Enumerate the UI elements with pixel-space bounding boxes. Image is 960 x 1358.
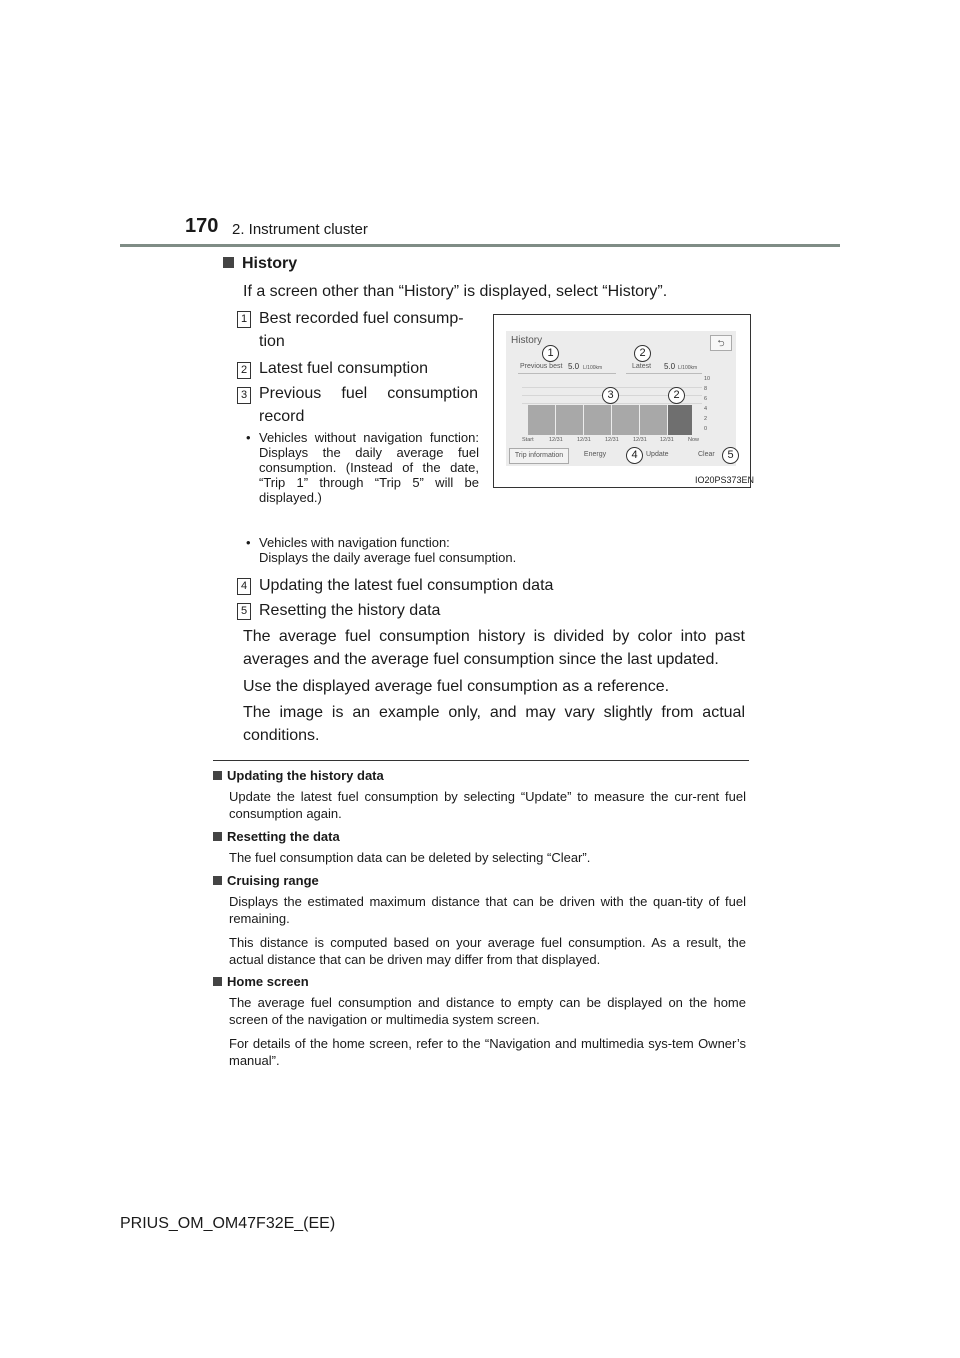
x-tick: 12/31 (605, 437, 619, 443)
y-tick: 4 (704, 406, 708, 412)
history-bar (528, 405, 555, 435)
screen-title: History (511, 335, 543, 346)
note-heading-cruising: Cruising range (213, 873, 319, 888)
paragraph-example: The image is an example only, and may vary slightly from actual conditions. (243, 704, 745, 744)
y-tick: 6 (704, 396, 708, 402)
bullet-dot-1: • (246, 430, 251, 445)
item-best-record: Best recorded fuel consump- tion (259, 310, 464, 350)
callout-4: 4 (626, 447, 643, 464)
history-heading: History (223, 255, 297, 273)
history-screen-figure (493, 314, 755, 488)
square-bullet-icon (223, 257, 234, 268)
document-code: PRIUS_OM_OM47F32E_(EE) (120, 1215, 336, 1232)
latest-unit: L/100km (678, 365, 698, 371)
x-tick: 12/31 (577, 437, 591, 443)
paragraph-reference: Use the displayed average fuel consumption as a reference. (243, 678, 670, 695)
history-bar-now (668, 405, 692, 435)
history-bar (640, 405, 667, 435)
previous-best-underline (518, 373, 616, 374)
note-text-reset: The fuel consumption data can be deleted by selecting “Clear”. (229, 850, 591, 865)
section-divider (213, 760, 749, 761)
note-heading-update: Updating the history data (213, 768, 384, 783)
history-bar (556, 405, 583, 435)
previous-best-value: 5.0 (568, 362, 580, 371)
page-number: 170 (185, 215, 219, 237)
figure-caption: IO20PS373EN (695, 475, 755, 485)
section-title: 2. Instrument cluster (232, 221, 368, 238)
previous-best-label: Previous best (520, 363, 563, 370)
y-tick: 2 (704, 416, 708, 422)
item-previous-word-line: Previous fuel consumption (259, 385, 478, 402)
callout-2b: 2 (668, 387, 685, 404)
square-bullet-icon (213, 771, 222, 780)
bullet-no-nav: Vehicles without navigation function: Displays the daily average fuel consumption. (Instead of the date, “Trip 1” through “Trip 5” will be displayed.) (259, 430, 479, 505)
clear-button[interactable]: Clear (698, 451, 715, 458)
header-divider (120, 244, 840, 247)
item-update: Updating the latest fuel consumption data (259, 577, 554, 594)
item-previous-record: record (259, 408, 305, 425)
x-tick: 12/31 (633, 437, 647, 443)
y-tick: 8 (704, 386, 708, 392)
item-number-1: 1 (237, 311, 251, 328)
y-tick: 0 (704, 426, 708, 432)
item-number-3: 3 (237, 387, 251, 404)
note-text-cruising-1: Displays the estimated maximum distance that can be driven with the quan-tity of fuel remaining. (229, 894, 746, 926)
note-text-home-2: For details of the home screen, refer to the “Navigation and multimedia sys-tem Owner’s manual”. (229, 1036, 746, 1068)
bullet-with-nav: Vehicles with navigation function: Displays the daily average fuel consumption. (259, 535, 517, 565)
paragraph-color: The average fuel consumption history is divided by color into past averages and the average fuel consumption since the last updated. (243, 628, 745, 668)
history-intro: If a screen other than “History” is displayed, select “History”. (243, 283, 668, 300)
x-tick: Start (522, 437, 534, 443)
back-arrow-icon[interactable]: ⮌ (710, 335, 732, 351)
callout-5: 5 (722, 447, 739, 464)
square-bullet-icon (213, 832, 222, 841)
latest-label: Latest (632, 363, 652, 370)
x-tick: 12/31 (549, 437, 563, 443)
note-text-update: Update the latest fuel consumption by selecting “Update” to measure the cur-rent fuel consumption again. (229, 789, 746, 821)
y-tick: 10 (704, 376, 711, 382)
previous-best-unit: L/100km (583, 365, 603, 371)
note-text-home-1: The average fuel consumption and distance to empty can be displayed on the home screen of the navigation or multimedia system screen. (229, 995, 746, 1027)
note-text-cruising-2: This distance is computed based on your average fuel consumption. As a result, the actual distance that can be driven may differ from that displayed. (229, 935, 746, 967)
bullet-dot-2: • (246, 535, 251, 550)
history-screen (506, 331, 736, 466)
note-heading-reset: Resetting the data (213, 829, 340, 844)
note-heading-home: Home screen (213, 974, 309, 989)
tab-trip-information[interactable]: Trip information (509, 448, 569, 464)
callout-3: 3 (602, 387, 619, 404)
item-number-4: 4 (237, 578, 251, 595)
callout-1: 1 (542, 345, 559, 362)
square-bullet-icon (213, 977, 222, 986)
x-tick: Now (688, 437, 700, 443)
x-tick: 12/31 (660, 437, 674, 443)
tab-energy[interactable]: Energy (583, 451, 607, 458)
square-bullet-icon (213, 876, 222, 885)
item-reset: Resetting the history data (259, 602, 441, 619)
item-latest: Latest fuel consumption (259, 360, 428, 377)
history-bar (612, 405, 639, 435)
update-button[interactable]: Update (646, 451, 669, 458)
item-number-5: 5 (237, 603, 251, 620)
item-number-2: 2 (237, 362, 251, 379)
latest-value: 5.0 (664, 362, 676, 371)
history-bar (584, 405, 611, 435)
latest-underline (626, 373, 702, 374)
callout-2: 2 (634, 345, 651, 362)
